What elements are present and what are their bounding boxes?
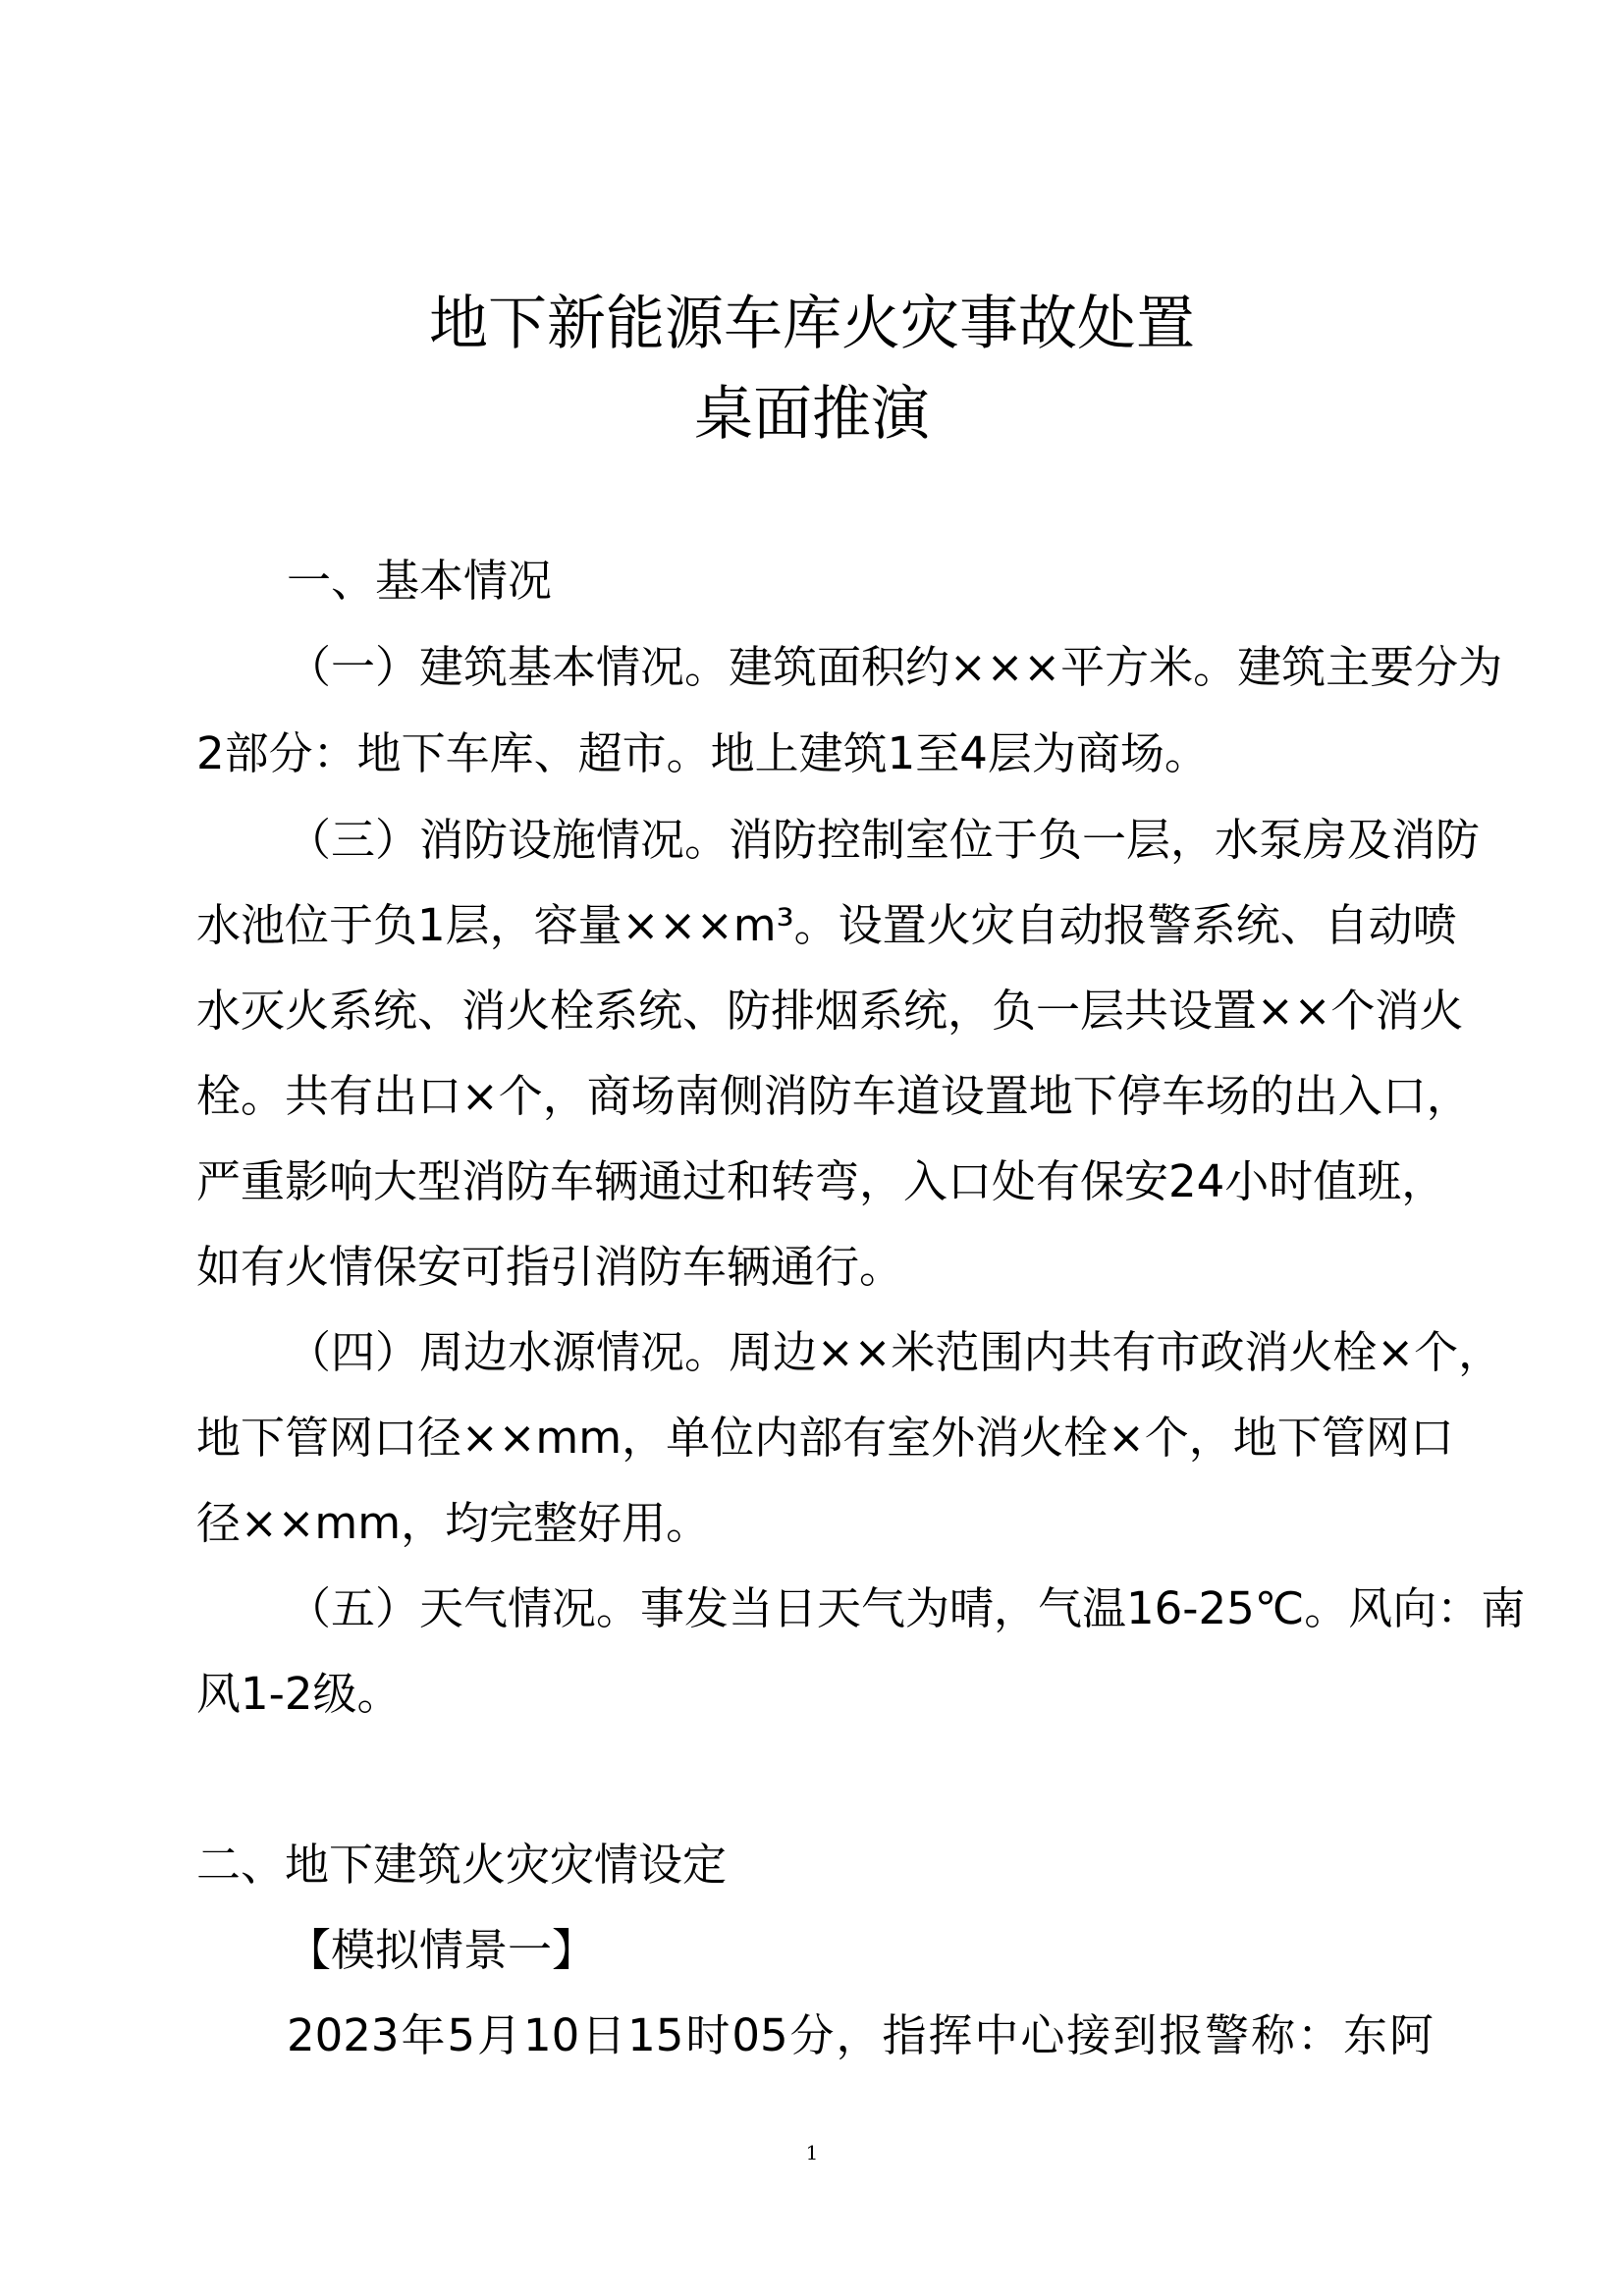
paragraph-weather-line-1: （五）天气情况。事发当日天气为晴，气温16-25℃。风向：南: [287, 1582, 1526, 1634]
paragraph-water-source-line-2: 地下管网口径××mm，单位内部有室外消火栓×个，地下管网口: [196, 1412, 1454, 1464]
document-title-line-1: 地下新能源车库火灾事故处置: [429, 290, 1195, 358]
paragraph-fire-facilities-line-4: 栓。共有出口×个，商场南侧消防车道设置地下停车场的出入口，: [196, 1070, 1471, 1122]
paragraph-weather-line-2: 风1-2级。: [196, 1668, 402, 1720]
paragraph-building-line-1: （一）建筑基本情况。建筑面积约×××平方米。建筑主要分为: [287, 641, 1503, 693]
section-heading-basic-info: 一、基本情况: [287, 555, 553, 607]
document-title-line-2: 桌面推演: [694, 380, 930, 449]
paragraph-building-line-2: 2部分：地下车库、超市。地上建筑1至4层为商场。: [196, 727, 1209, 779]
paragraph-fire-facilities-line-2: 水池位于负1层，容量×××m³。设置火灾自动报警系统、自动喷: [196, 899, 1457, 951]
paragraph-fire-facilities-line-6: 如有火情保安可指引消防车辆通行。: [196, 1241, 904, 1293]
paragraph-water-source-line-1: （四）周边水源情况。周边××米范围内共有市政消火栓×个，: [287, 1326, 1503, 1378]
paragraph-fire-facilities-line-5: 严重影响大型消防车辆通过和转弯，入口处有保安24小时值班，: [196, 1155, 1446, 1207]
paragraph-water-source-line-3: 径××mm，均完整好用。: [196, 1497, 711, 1549]
scenario-text-line-1: 2023年5月10日15时05分，指挥中心接到报警称：东阿: [287, 2009, 1434, 2061]
scenario-heading: 【模拟情景一】: [287, 1924, 597, 1976]
section-heading-fire-scenario: 二、地下建筑火灾灾情设定: [196, 1839, 728, 1891]
paragraph-fire-facilities-line-3: 水灭火系统、消火栓系统、防排烟系统，负一层共设置××个消火: [196, 985, 1464, 1037]
paragraph-fire-facilities-line-1: （三）消防设施情况。消防控制室位于负一层，水泵房及消防: [287, 814, 1481, 866]
page-number: 1: [805, 2141, 819, 2164]
